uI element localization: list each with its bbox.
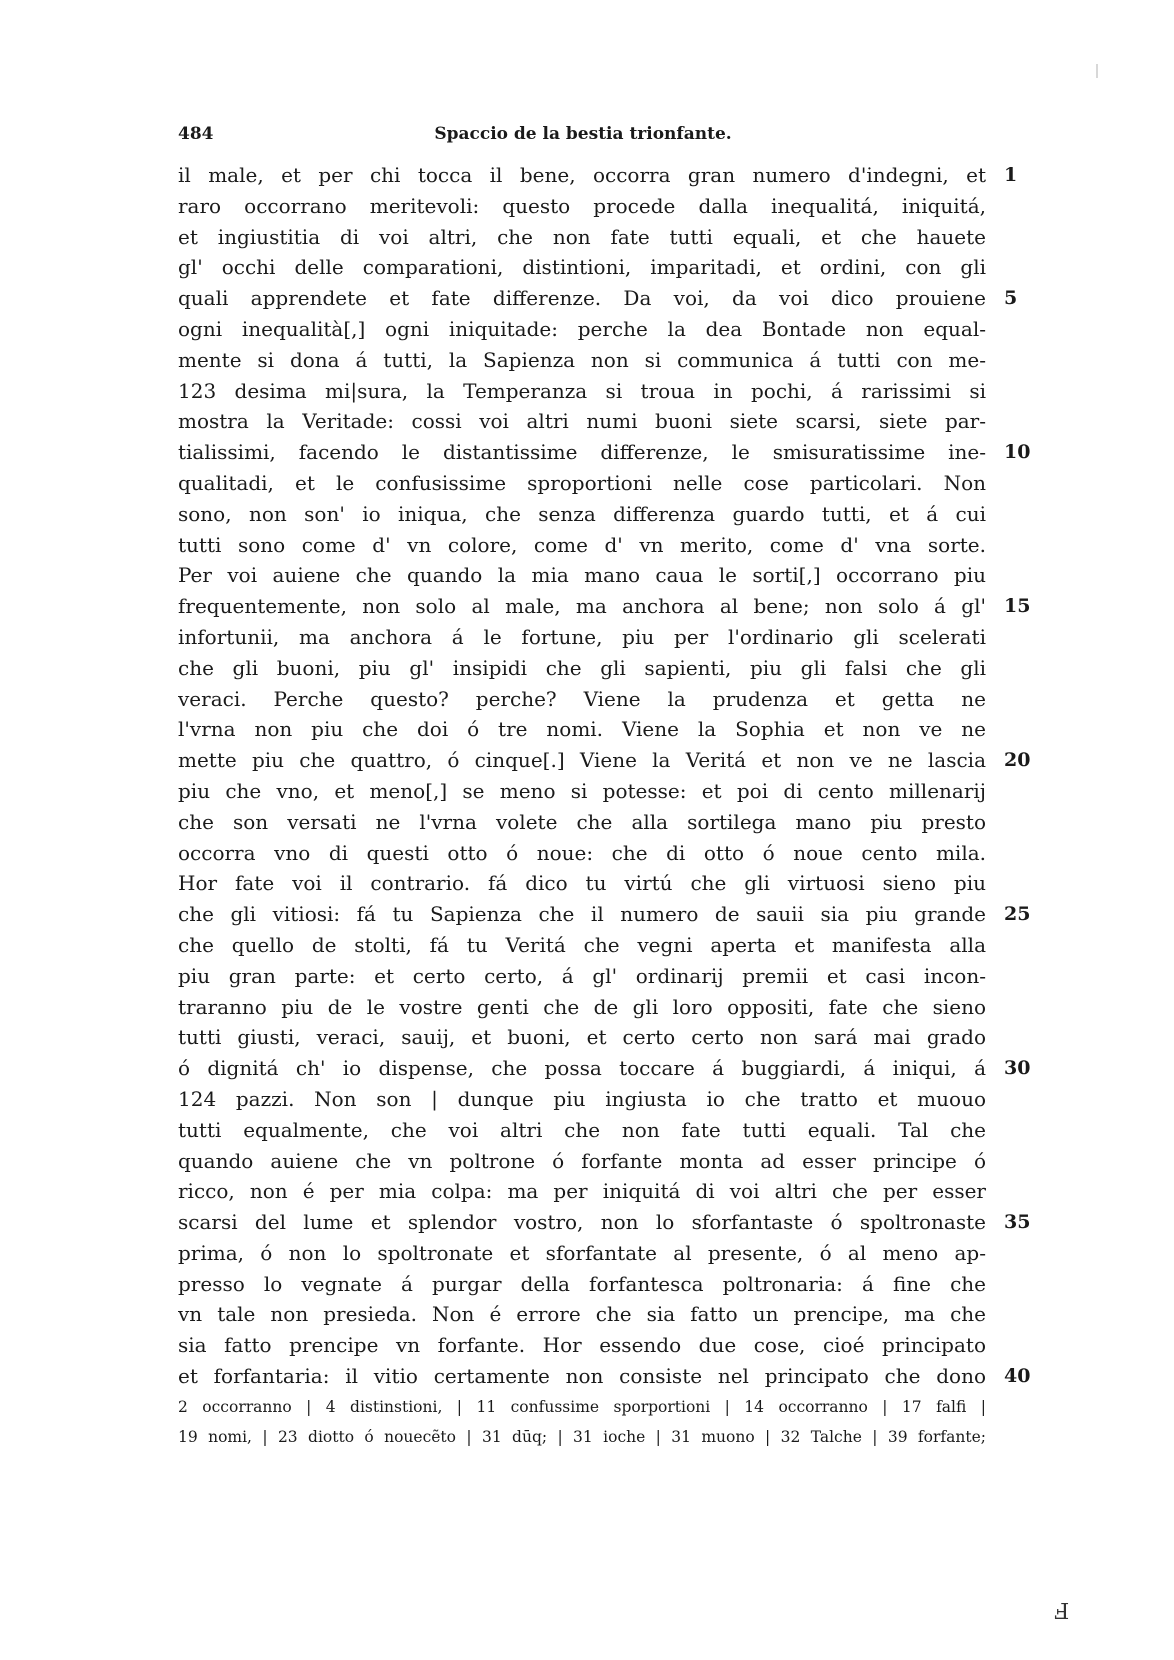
line-number: 25 — [1004, 903, 1031, 926]
line-number: 1 — [1004, 164, 1018, 186]
line-text: piu che vno, et meno[,] se meno si potesse: et poi di cento millenarij — [178, 778, 986, 803]
line-text: vn tale non presieda. Non é errore che sia fatto un prencipe, ma che — [178, 1302, 986, 1327]
line-text: l'vrna non piu che doi ó tre nomi. Viene la Sophia et non ve ne — [178, 717, 986, 742]
line-text: presso lo vegnate á purgar della forfantesca poltronaria: á fine che — [178, 1271, 986, 1296]
line-text: ogni inequalità[,] ogni iniquitade: perche la dea Bontade non equal- — [178, 316, 986, 341]
line-text: mostra la Veritade: cossi voi altri numi buoni siete scarsi, siete par- — [178, 409, 986, 434]
line-text: et ingiustitia di voi altri, che non fate tutti equali, et che hauete — [178, 224, 986, 249]
text-line — [178, 899, 1031, 930]
line-text: il male, et per chi tocca il bene, occorra gran numero d'indegni, et — [178, 163, 986, 187]
footnote-line: 2 occorranno | 4 distinstioni, | 11 confussime sporportioni | 14 occorranno | 17 falfi | — [178, 1398, 986, 1416]
line-text: mente si dona á tutti, la Sapienza non si communica á tutti con me- — [178, 347, 986, 372]
line-text: quando auiene che vn poltrone ó forfante monta ad esser principe ó — [178, 1148, 986, 1173]
text-line — [178, 591, 1031, 622]
text-line — [178, 776, 986, 807]
text-line — [178, 868, 986, 899]
text-line — [178, 252, 986, 283]
line-text: veraci. Perche questo? perche? Viene la prudenza et getta ne — [178, 686, 986, 711]
text-line — [178, 684, 986, 715]
line-text: sono, non son' io iniqua, che senza differenza guardo tutti, et á cui — [178, 501, 986, 526]
line-text: tutti sono come d' vn colore, come d' vn merito, come d' vna sorte. — [178, 532, 986, 557]
text-line — [178, 1299, 986, 1330]
line-text: et forfantaria: il vitio certamente non consiste nel principato che dono — [178, 1364, 986, 1389]
body-text — [178, 160, 1031, 1392]
line-text: che gli buoni, piu gl' insipidi che gli sapienti, piu gli falsi che gli — [178, 655, 986, 680]
line-text: frequentemente, non solo al male, ma anchora al bene; non solo á gl' — [178, 594, 986, 619]
text-line — [178, 838, 986, 869]
text-line — [178, 1330, 986, 1361]
line-number: 20 — [1004, 749, 1031, 772]
text-line — [178, 1115, 986, 1146]
footnote-line: 19 nomi, | 23 diotto ó nouecẽto | 31 dūq; | 31 ioche | 31 muono | 32 Talche | 39 forfante; — [178, 1428, 986, 1446]
line-text: occorra vno di questi otto ó noue: che di otto ó noue cento mila. — [178, 840, 986, 865]
line-number: 10 — [1004, 441, 1031, 464]
text-line — [178, 437, 1031, 468]
line-text: piu gran parte: et certo certo, á gl' ordinarij premii et casi incon- — [178, 963, 986, 988]
text-line — [178, 745, 1031, 776]
line-text: tialissimi, facendo le distantissime differenze, le smisuratissime ine- — [178, 440, 986, 465]
line-text: tutti equalmente, che voi altri che non fate tutti equali. Tal che — [178, 1117, 986, 1142]
text-line — [178, 714, 986, 745]
line-text: scarsi del lume et splendor vostro, non lo sforfantaste ó spoltronaste — [178, 1210, 986, 1235]
line-text: prima, ó non lo spoltronate et sforfantate al presente, ó al meno ap- — [178, 1240, 986, 1265]
text-line — [178, 1176, 986, 1207]
line-text: che quello de stolti, fá tu Veritá che vegni aperta et manifesta alla — [178, 932, 986, 957]
line-text: ricco, non é per mia colpa: ma per iniquitá di voi altri che per esser — [178, 1179, 986, 1204]
text-line — [178, 653, 986, 684]
text-line — [178, 191, 986, 222]
book-title: Spaccio de la bestia trionfante. — [434, 124, 732, 144]
text-line — [178, 930, 986, 961]
line-number: 40 — [1004, 1365, 1031, 1388]
text-line — [178, 1053, 1031, 1084]
text-line — [178, 560, 986, 591]
text-line — [178, 530, 986, 561]
line-number: 30 — [1004, 1057, 1031, 1080]
line-text: infortunii, ma anchora á le fortune, piu per l'ordinario gli scelerati — [178, 624, 986, 649]
line-text: ó dignitá ch' io dispense, che possa toccare á buggiardi, á iniqui, á — [178, 1056, 986, 1081]
text-line — [178, 1361, 1031, 1392]
line-text: 124 pazzi. Non son | dunque piu ingiusta io che tratto et muouo — [178, 1086, 986, 1111]
text-line — [178, 807, 986, 838]
text-line — [178, 1084, 986, 1115]
text-line — [178, 622, 986, 653]
line-text: raro occorrano meritevoli: questo procede dalla inequalitá, iniquitá, — [178, 193, 986, 218]
text-line — [178, 961, 986, 992]
line-text: che son versati ne l'vrna volete che alla sortilega mano piu presto — [178, 809, 986, 834]
text-line — [178, 1238, 986, 1269]
text-line — [178, 283, 1018, 314]
text-line — [178, 992, 986, 1023]
line-number: 35 — [1004, 1211, 1031, 1234]
line-text: mette piu che quattro, ó cinque[.] Viene la Veritá et non ve ne lascia — [178, 748, 986, 773]
line-text: tutti giusti, veraci, sauij, et buoni, et certo certo non sará mai grado — [178, 1025, 986, 1050]
line-number: 5 — [1004, 287, 1018, 310]
text-line — [178, 1269, 986, 1300]
line-text: qualitadi, et le confusissime sproportioni nelle cose particolari. Non — [178, 470, 986, 495]
line-text: che gli vitiosi: fá tu Sapienza che il numero de sauii sia piu grande — [178, 902, 986, 927]
line-text: Per voi auiene che quando la mia mano caua le sorti[,] occorrano piu — [178, 563, 986, 588]
text-line — [178, 499, 986, 530]
text-line — [178, 345, 986, 376]
page-number: 484 — [178, 124, 214, 144]
line-text: 123 desima mi|sura, la Temperanza si troua in pochi, á rarissimi si — [178, 378, 986, 403]
text-line — [178, 376, 986, 407]
text-line — [178, 1022, 986, 1053]
line-text: Hor fate voi il contrario. fá dico tu virtú che gli virtuosi sieno piu — [178, 871, 986, 896]
text-line — [178, 1146, 986, 1177]
line-text: gl' occhi delle comparationi, distintioni, imparitadi, et ordini, con gli — [178, 255, 986, 280]
text-line — [178, 468, 986, 499]
footnotes — [178, 1392, 998, 1452]
text-line — [178, 222, 986, 253]
scan-speck — [1096, 64, 1098, 78]
line-text: quali apprendete et fate differenze. Da voi, da voi dico prouiene — [178, 286, 986, 311]
text-line — [178, 406, 986, 437]
text-line — [178, 314, 986, 345]
running-head — [178, 124, 988, 148]
scan-corner-mark: Ⅎ — [1054, 1600, 1070, 1625]
text-line — [178, 160, 1018, 191]
text-line — [178, 1207, 1031, 1238]
line-text: sia fatto prencipe vn forfante. Hor essendo due cose, cioé principato — [178, 1333, 986, 1358]
line-number: 15 — [1004, 595, 1031, 618]
line-text: traranno piu de le vostre genti che de gli loro oppositi, fate che sieno — [178, 994, 986, 1019]
